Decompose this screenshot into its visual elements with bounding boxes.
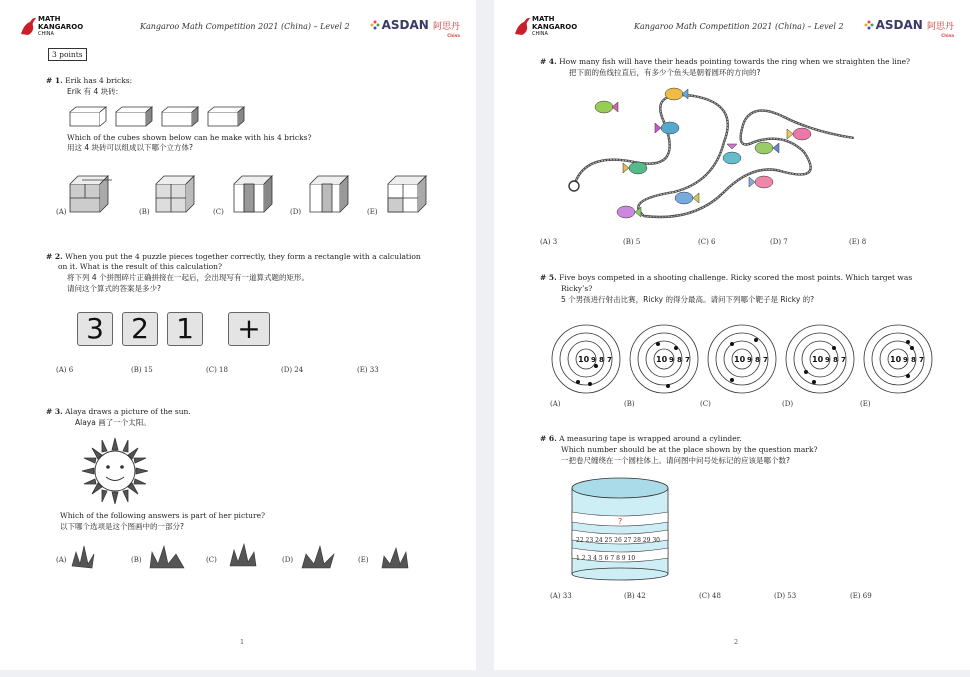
q6-option-e[interactable]: (E) 69 xyxy=(850,592,872,600)
q1-text: Erik has 4 bricks: xyxy=(65,76,133,85)
q3-question-zh: 以下哪个选项是这个图画中的一部分? xyxy=(60,522,184,531)
q3-question: Which of the following answers is part of her picture? xyxy=(60,511,266,520)
q1-option-d[interactable]: (D) xyxy=(290,208,302,216)
q6-header xyxy=(540,434,742,444)
asdan-flower-icon xyxy=(864,20,874,30)
q3-option-b[interactable]: (B) xyxy=(131,556,142,564)
puzzle-piece-4: + xyxy=(228,312,270,346)
q2-option-b[interactable]: (B) 15 xyxy=(131,366,153,374)
ring-label: 9 xyxy=(903,356,908,364)
q2-option-d[interactable]: (D) 24 xyxy=(281,366,304,374)
q5-number: # 5. xyxy=(540,273,557,282)
q4-option-d[interactable]: (D) 7 xyxy=(770,238,788,246)
tape-top-numbers: 22 23 24 25 26 27 28 29 30 xyxy=(576,537,660,544)
ring-label: 8 xyxy=(911,356,916,364)
q3-option-e[interactable]: (E) xyxy=(358,556,369,564)
q4-zh: 把下面的鱼线拉直后，有多少个鱼头是朝着圆环的方向的? xyxy=(569,68,761,77)
q4-option-e[interactable]: (E) 8 xyxy=(849,238,867,246)
q6-option-b[interactable]: (B) 42 xyxy=(624,592,646,600)
q5-option-a[interactable]: (A) xyxy=(550,400,561,408)
page-number-2: 2 xyxy=(734,638,739,646)
asdan-sub: China xyxy=(941,33,954,38)
ring-icon xyxy=(569,181,579,191)
q6-option-d[interactable]: (D) 53 xyxy=(774,592,797,600)
logo-line2: KANGAROO xyxy=(532,22,578,31)
cylinder-tape-figure xyxy=(568,474,672,582)
q3-header xyxy=(46,407,191,417)
q4-option-b[interactable]: (B) 5 xyxy=(623,238,641,246)
q6-option-c[interactable]: (C) 48 xyxy=(699,592,721,600)
q2-text: When you put the 4 puzzle pieces together correctly, they form a rectangle with a calculation xyxy=(65,252,421,261)
ring-label: 7 xyxy=(919,356,924,364)
ring-label: 10 xyxy=(812,355,824,364)
q1-header xyxy=(46,76,132,86)
target-e xyxy=(864,325,932,393)
q2-option-a[interactable]: (A) 6 xyxy=(56,366,74,374)
q1-zh: Erik 有 4 块砖: xyxy=(67,87,119,96)
q1-number: # 1. xyxy=(46,76,63,85)
ring-label: 8 xyxy=(677,356,682,364)
ring-label: 7 xyxy=(685,356,690,364)
shot-mark xyxy=(804,370,808,374)
asdan-logo-2 xyxy=(864,18,954,38)
asdan-cn: 阿思丹 xyxy=(432,22,460,32)
shot-mark xyxy=(674,346,678,350)
shot-mark xyxy=(910,346,914,350)
ring-label: 9 xyxy=(825,356,830,364)
asdan-text: ASDAN xyxy=(381,18,429,32)
page-2 xyxy=(494,0,970,670)
points-label: 3 points xyxy=(48,48,87,61)
asdan-text: ASDAN xyxy=(875,18,923,32)
ring-label: 7 xyxy=(607,356,612,364)
tape-bottom-numbers: 1 2 3 4 5 6 7 8 9 10 xyxy=(576,555,636,562)
ring-label: 9 xyxy=(591,356,596,364)
page-1 xyxy=(0,0,476,670)
q5-header xyxy=(540,273,940,283)
shot-mark xyxy=(588,382,592,386)
q4-text: How many fish will have their heads pointing towards the ring when we straighten the line? xyxy=(559,57,911,66)
q5-zh: 5 个男孩进行射击比赛，Ricky 的得分最高。请问下列哪个靶子是 Ricky 的? xyxy=(561,295,815,304)
puzzle-piece-1: 3 xyxy=(77,312,113,346)
asdan-sub: China xyxy=(447,33,460,38)
q4-option-a[interactable]: (A) 3 xyxy=(540,238,558,246)
q6-option-a[interactable]: (A) 33 xyxy=(550,592,572,600)
q1-option-b[interactable]: (B) xyxy=(139,208,150,216)
q3-number: # 3. xyxy=(46,407,63,416)
q6-text: A measuring tape is wrapped around a cylinder. xyxy=(559,434,742,443)
q6-number: # 6. xyxy=(540,434,557,443)
asdan-flower-icon xyxy=(370,20,380,30)
q3-option-d[interactable]: (D) xyxy=(282,556,294,564)
q2-option-e[interactable]: (E) 33 xyxy=(357,366,379,374)
q3-option-c[interactable]: (C) xyxy=(206,556,217,564)
ring-label: 7 xyxy=(763,356,768,364)
ring-label: 8 xyxy=(755,356,760,364)
header-title-2: Kangaroo Math Competition 2021 (China) – Level 2 xyxy=(634,22,844,31)
ring-label: 8 xyxy=(833,356,838,364)
q2-option-c[interactable]: (C) 18 xyxy=(206,366,228,374)
puzzle-piece-3: 1 xyxy=(167,312,203,346)
shot-mark xyxy=(666,384,670,388)
q5-option-b[interactable]: (B) xyxy=(624,400,635,408)
q1-option-c[interactable]: (C) xyxy=(213,208,224,216)
logo-line1: MATH xyxy=(38,15,61,23)
q2-zh2: 请问这个算式的答案是多少? xyxy=(67,284,161,293)
logo-line2: KANGAROO xyxy=(38,22,84,31)
q1-option-a[interactable]: (A) xyxy=(56,208,67,216)
shot-mark xyxy=(656,342,660,346)
q4-option-c[interactable]: (C) 6 xyxy=(698,238,716,246)
math-kangaroo-logo xyxy=(18,14,108,40)
ring-label: 7 xyxy=(841,356,846,364)
ring-label: 10 xyxy=(656,355,668,364)
page-number-1: 1 xyxy=(240,638,245,646)
ring-label: 10 xyxy=(734,355,746,364)
logo-line1: MATH xyxy=(532,15,555,23)
q1-question-zh: 用这 4 块砖可以组成以下哪个立方体? xyxy=(67,143,194,152)
header-title: Kangaroo Math Competition 2021 (China) – Level 2 xyxy=(140,22,350,31)
q2-text2: on it. What is the result of this calculation? xyxy=(58,262,223,271)
target-a xyxy=(552,325,620,393)
kangaroo-icon xyxy=(18,14,40,38)
targets-figure xyxy=(550,322,940,396)
q4-header xyxy=(540,57,910,67)
ring-label: 10 xyxy=(890,355,902,364)
q3-zh: Alaya 画了一个太阳。 xyxy=(75,418,151,427)
shot-mark xyxy=(906,374,910,378)
logo-line3: CHINA xyxy=(38,31,54,37)
q3-option-a[interactable]: (A) xyxy=(56,556,67,564)
asdan-cn: 阿思丹 xyxy=(926,22,954,32)
q5-text2: Ricky’s? xyxy=(561,284,593,293)
q2-zh: 将下列 4 个拼图碎片正确拼接在一起后，会出现写有一道算式题的矩形。 xyxy=(67,273,310,282)
ring-label: 10 xyxy=(578,355,590,364)
ring-label: 8 xyxy=(599,356,604,364)
target-c xyxy=(708,325,776,393)
shot-mark xyxy=(754,338,758,342)
shot-mark xyxy=(730,378,734,382)
shot-mark xyxy=(812,380,816,384)
kangaroo-icon xyxy=(512,14,534,38)
shot-mark xyxy=(832,346,836,350)
shot-mark xyxy=(906,340,910,344)
q5-option-e[interactable]: (E) xyxy=(860,400,871,408)
ring-label: 9 xyxy=(747,356,752,364)
shot-mark xyxy=(730,342,734,346)
q5-option-c[interactable]: (C) xyxy=(700,400,711,408)
q6-zh: 一把卷尺缠绕在一个圆柱体上。请问图中问号处标记的应该是哪个数? xyxy=(561,456,790,465)
asdan-logo xyxy=(370,18,460,38)
shot-mark xyxy=(576,380,580,384)
q6-text2: Which number should be at the place shown by the question mark? xyxy=(561,445,818,454)
q1-cube-options xyxy=(66,172,446,216)
ring-label: 9 xyxy=(669,356,674,364)
math-kangaroo-logo-2 xyxy=(512,14,602,40)
fishing-line-figure xyxy=(564,82,864,224)
sun-drawing xyxy=(80,436,150,506)
q1-option-e[interactable]: (E) xyxy=(367,208,378,216)
q5-option-d[interactable]: (D) xyxy=(782,400,794,408)
target-b xyxy=(630,325,698,393)
q5-text: Five boys competed in a shooting challenge. Ricky scored the most points. Which target was xyxy=(559,273,913,282)
question-mark: ? xyxy=(618,517,623,526)
q3-text: Alaya draws a picture of the sun. xyxy=(65,407,191,416)
logo-line3: CHINA xyxy=(532,31,548,37)
q4-number: # 4. xyxy=(540,57,557,66)
target-d xyxy=(786,325,854,393)
q1-bricks-figure xyxy=(68,104,258,128)
q2-header xyxy=(46,252,426,262)
q2-number: # 2. xyxy=(46,252,63,261)
q1-question: Which of the cubes shown below can he make with his 4 bricks? xyxy=(67,133,312,142)
shot-mark xyxy=(594,364,598,368)
puzzle-piece-2: 2 xyxy=(122,312,158,346)
